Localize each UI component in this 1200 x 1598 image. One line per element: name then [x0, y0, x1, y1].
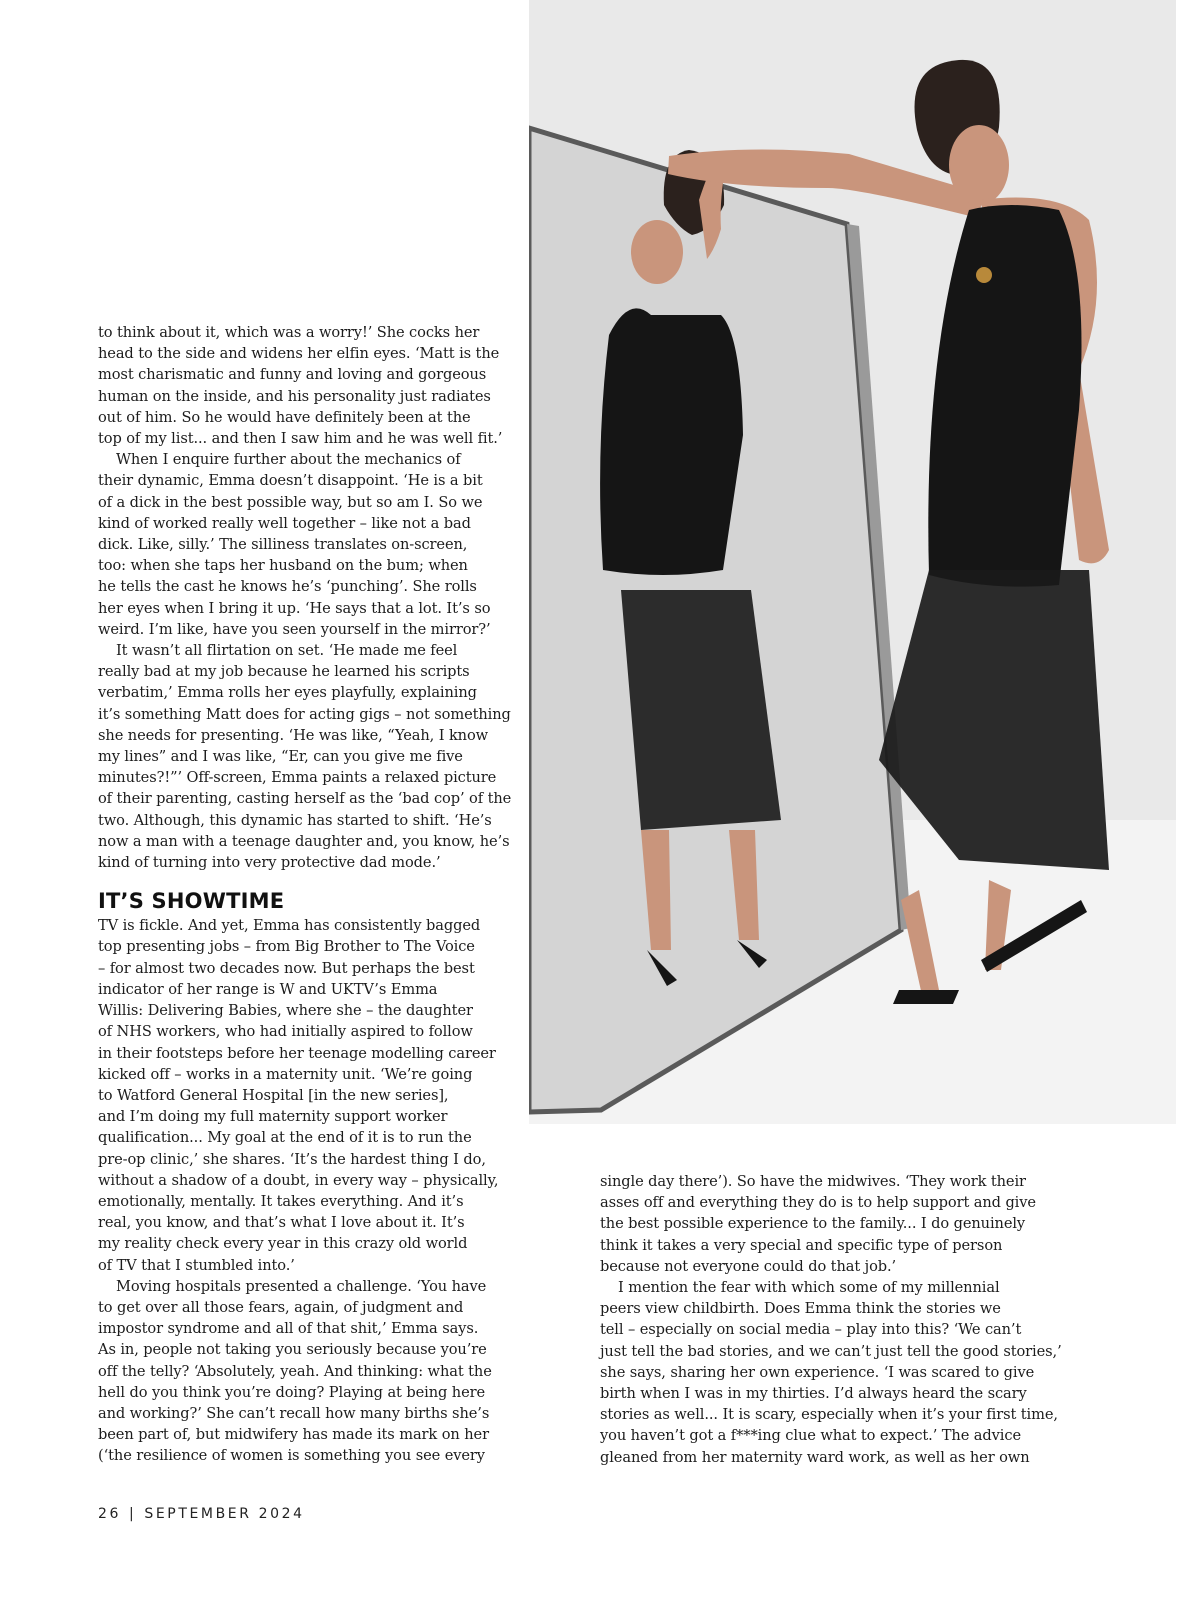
body-line: think it takes a very special and specific type of person	[600, 1236, 1003, 1254]
body-line: it’s something Matt does for acting gigs – not something	[98, 705, 511, 723]
body-line: she says, sharing her own experience. ‘I was scared to give	[600, 1363, 1035, 1381]
body-line: weird. I’m like, have you seen yourself in the mirror?’	[98, 620, 491, 638]
body-line: of NHS workers, who had initially aspired to follow	[98, 1023, 473, 1041]
section-subheading: IT’S SHOWTIME	[98, 889, 285, 914]
body-line: When I enquire further about the mechanics of	[116, 451, 461, 469]
body-line: off the telly? ‘Absolutely, yeah. And thinking: what the	[98, 1362, 492, 1380]
body-line: top presenting jobs – from Big Brother to The Voice	[98, 938, 475, 956]
body-line: she needs for presenting. ‘He was like, “Yeah, I know	[98, 726, 489, 744]
body-line: hell do you think you’re doing? Playing at being here	[98, 1383, 486, 1401]
page-number: 26	[98, 1506, 122, 1522]
body-line: you haven’t got a f***ing clue what to expect.’ The advice	[600, 1427, 1021, 1445]
body-line: TV is fickle. And yet, Emma has consistently bagged	[98, 917, 481, 935]
issue-date: SEPTEMBER 2024	[144, 1506, 305, 1522]
photo-woman-with-mirror	[529, 0, 1176, 1124]
body-line: It wasn’t all flirtation on set. ‘He made me feel	[116, 642, 458, 660]
body-line: two. Although, this dynamic has started to shift. ‘He’s	[98, 811, 492, 829]
body-line: human on the inside, and his personality just radiates	[98, 387, 491, 405]
left-text-column	[98, 322, 512, 1467]
right-text-column	[600, 1171, 1060, 1468]
body-line: impostor syndrome and all of that shit,’ Emma says.	[98, 1320, 479, 1338]
body-line: my lines” and I was like, “Er, can you give me five	[98, 748, 463, 766]
body-line: kind of worked really well together – like not a bad	[98, 514, 471, 532]
body-line: (‘the resilience of women is something you see every	[98, 1447, 485, 1465]
body-line: been part of, but midwifery has made its mark on her	[98, 1426, 489, 1444]
body-line: birth when I was in my thirties. I’d always heard the scary	[600, 1385, 1027, 1403]
body-line: of their parenting, casting herself as the ‘bad cop’ of the	[98, 790, 512, 808]
body-line: minutes?!”’ Off-screen, Emma paints a relaxed picture	[98, 769, 497, 787]
body-line: tell – especially on social media – play into this? ‘We can’t	[600, 1321, 1022, 1339]
body-line: dick. Like, silly.’ The silliness translates on-screen,	[98, 536, 468, 554]
body-line: to Watford General Hospital [in the new series],	[98, 1086, 449, 1104]
body-line: now a man with a teenage daughter and, you know, he’s	[98, 832, 510, 850]
body-line: qualification... My goal at the end of it is to run the	[98, 1129, 472, 1147]
body-line: and working?’ She can’t recall how many births she’s	[98, 1404, 490, 1422]
body-line: her eyes when I bring it up. ‘He says that a lot. It’s so	[98, 599, 491, 617]
body-line: the best possible experience to the family... I do genuinely	[600, 1215, 1026, 1233]
body-line: pre-op clinic,’ she shares. ‘It’s the hardest thing I do,	[98, 1150, 486, 1168]
body-line: to think about it, which was a worry!’ She cocks her	[98, 324, 480, 341]
body-line: head to the side and widens her elfin eyes. ‘Matt is the	[98, 345, 500, 363]
body-line: kicked off – works in a maternity unit. ‘We’re going	[98, 1065, 473, 1083]
body-line: to get over all those fears, again, of judgment and	[98, 1298, 464, 1316]
body-line: peers view childbirth. Does Emma think the stories we	[600, 1300, 1001, 1318]
body-line: without a shadow of a doubt, in every way – physically,	[98, 1171, 499, 1189]
body-line: Willis: Delivering Babies, where she – the daughter	[98, 1002, 473, 1020]
body-line: of a dick in the best possible way, but so am I. So we	[98, 493, 483, 511]
body-line: out of him. So he would have definitely been at the	[98, 408, 471, 426]
body-line: their dynamic, Emma doesn’t disappoint. ‘He is a bit	[98, 472, 483, 490]
body-line: really bad at my job because he learned his scripts	[98, 663, 470, 681]
body-line: top of my list... and then I saw him and he was well fit.’	[98, 430, 503, 448]
body-line: indicator of her range is W and UKTV’s Emma	[98, 980, 438, 998]
body-line: stories as well... It is scary, especially when it’s your first time,	[600, 1406, 1058, 1424]
body-line: my reality check every year in this crazy old world	[98, 1235, 468, 1253]
body-line: of TV that I stumbled into.’	[98, 1256, 295, 1274]
body-line: single day there’). So have the midwives. ‘They work their	[600, 1173, 1026, 1190]
body-line: – for almost two decades now. But perhaps the best	[98, 959, 475, 977]
body-line: too: when she taps her husband on the bum; when	[98, 557, 468, 575]
body-line: As in, people not taking you seriously because you’re	[98, 1341, 487, 1359]
body-line: in their footsteps before her teenage modelling career	[98, 1044, 496, 1062]
body-line: real, you know, and that’s what I love about it. It’s	[98, 1214, 465, 1232]
body-line: because not everyone could do that job.’	[600, 1257, 897, 1275]
folio-separator: |	[129, 1506, 137, 1522]
body-line: he tells the cast he knows he’s ‘punching’. She rolls	[98, 578, 477, 596]
body-line: I mention the fear with which some of my millennial	[618, 1279, 1000, 1297]
body-line: kind of turning into very protective dad mode.’	[98, 854, 441, 872]
body-line: Moving hospitals presented a challenge. ‘You have	[116, 1277, 487, 1295]
body-line: most charismatic and funny and loving and gorgeous	[98, 366, 487, 384]
body-line: emotionally, mentally. It takes everything. And it’s	[98, 1192, 464, 1210]
body-line: just tell the bad stories, and we can’t just tell the good stories,’	[600, 1342, 1062, 1360]
body-line: gleaned from her maternity ward work, as well as her own	[600, 1448, 1030, 1466]
body-line: asses off and everything they do is to help support and give	[600, 1194, 1036, 1212]
page-folio	[98, 1506, 305, 1522]
body-line: verbatim,’ Emma rolls her eyes playfully, explaining	[98, 684, 477, 702]
body-line: and I’m doing my full maternity support worker	[98, 1108, 448, 1126]
